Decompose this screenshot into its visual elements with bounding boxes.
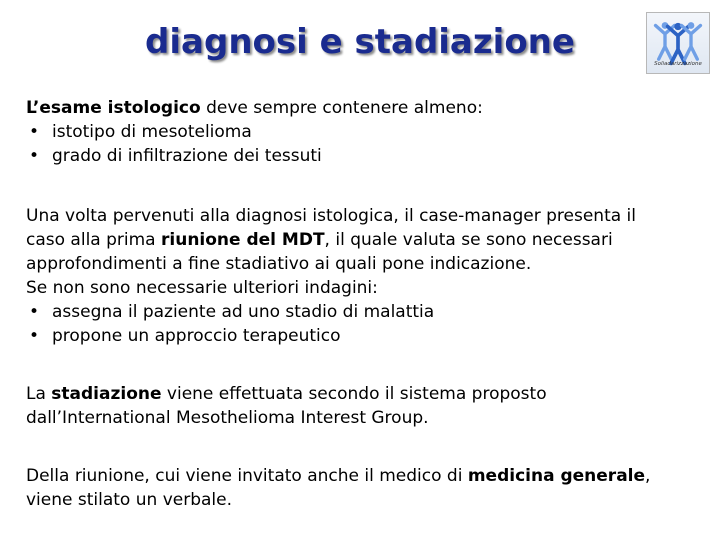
list-item-text: assegna il paziente ad uno stadio di malattia [52, 302, 435, 322]
paragraph-line: viene stilato un verbale. [26, 490, 232, 510]
figure-shape [682, 22, 701, 59]
istologico-lead-rest: deve sempre contenere almeno: [200, 98, 483, 118]
slide-body [26, 96, 698, 512]
bullet-dot: • [29, 326, 40, 346]
bullet-dot: • [29, 146, 40, 166]
list-item-text: propone un approccio terapeutico [52, 326, 341, 346]
text-span: viene effettuata secondo il sistema proposto [161, 384, 547, 404]
paragraph-line [26, 464, 698, 488]
list-item-text: istotipo di mesotelioma [52, 122, 252, 142]
medicina-generale-bold: medicina generale [467, 466, 646, 486]
mdt-bold: riunione del MDT [161, 230, 325, 250]
paragraph-line: approfondimenti a fine stadiativo ai quali pone indicazione. [26, 254, 532, 274]
bullet-dot: • [29, 122, 40, 142]
list-item [26, 120, 698, 144]
text-span: caso alla prima [26, 230, 161, 250]
paragraph-line: Una volta pervenuti alla diagnosi istologica, il case-manager presenta il [26, 206, 636, 226]
paragraph-line [26, 382, 698, 406]
list-item [26, 300, 698, 324]
list-item-text: grado di infiltrazione dei tessuti [52, 146, 322, 166]
stadiazione-bold: stadiazione [51, 384, 162, 404]
text-span: , il quale valuta se sono necessari [324, 230, 613, 250]
slide-title: diagnosi e stadiazione [145, 22, 575, 62]
paragraph-line: dall’International Mesothelioma Interest Group. [26, 408, 429, 428]
list-item [26, 324, 698, 348]
ribbon-figures-logo-icon [647, 13, 709, 73]
list-item [26, 144, 698, 168]
paragraph-line: Se non sono necessarie ulteriori indagini: [26, 278, 378, 298]
text-span: La [26, 384, 52, 404]
logo [646, 12, 710, 74]
bullet-dot: • [29, 302, 40, 322]
paragraph-line [26, 228, 698, 252]
istologico-bold: L’esame istologico [26, 98, 201, 118]
istologico-lead [26, 96, 698, 120]
text-span: , [645, 466, 651, 486]
logo-text: Soliadarizzazione [654, 61, 702, 67]
text-span: Della riunione, cui viene invitato anche il medico di [26, 466, 468, 486]
